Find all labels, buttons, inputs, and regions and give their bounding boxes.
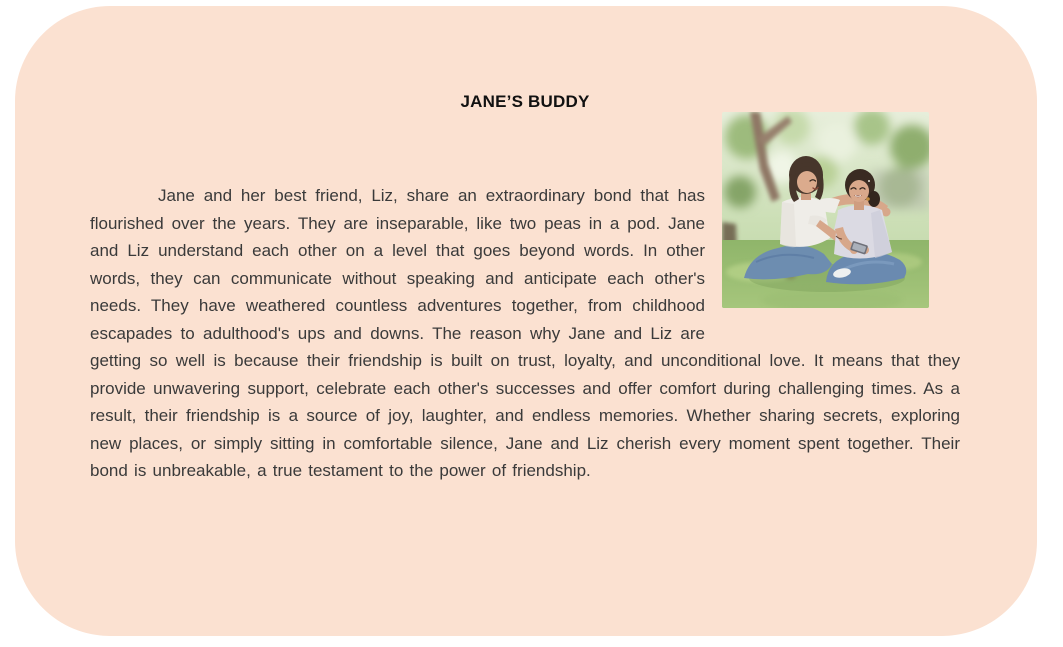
content-card (15, 6, 1037, 636)
document-body (90, 6, 960, 485)
park-photo-illustration (722, 112, 929, 308)
page-title: JANE’S BUDDY (460, 92, 590, 111)
body-paragraph: Jane and her best friend, Liz, share an extraordinary bond that has flourished over the years. They are inseparable, like two peas in a pod. Jane and Liz understand each other on a level that goes beyond words. In other words, they can communicate without speaking and anticipate each other's needs. They have weathered countless adventures together, from childhood escapades to adulthood's ups and downs. The reason why Jane and Liz are getting so well is because their friendship is built on trust, loyalty, and unconditional love. It means that they provide unwavering support, celebrate each other's successes and offer comfort during challenging times. As a result, their friendship is a source of joy, laughter, and endless memories. Whether sharing secrets, exploring new places, or simply sitting in comfortable silence, Jane and Liz cherish every moment spent together. Their bond is unbreakable, a true testament to the power of friendship. (90, 186, 960, 480)
friends-photo (722, 112, 929, 308)
